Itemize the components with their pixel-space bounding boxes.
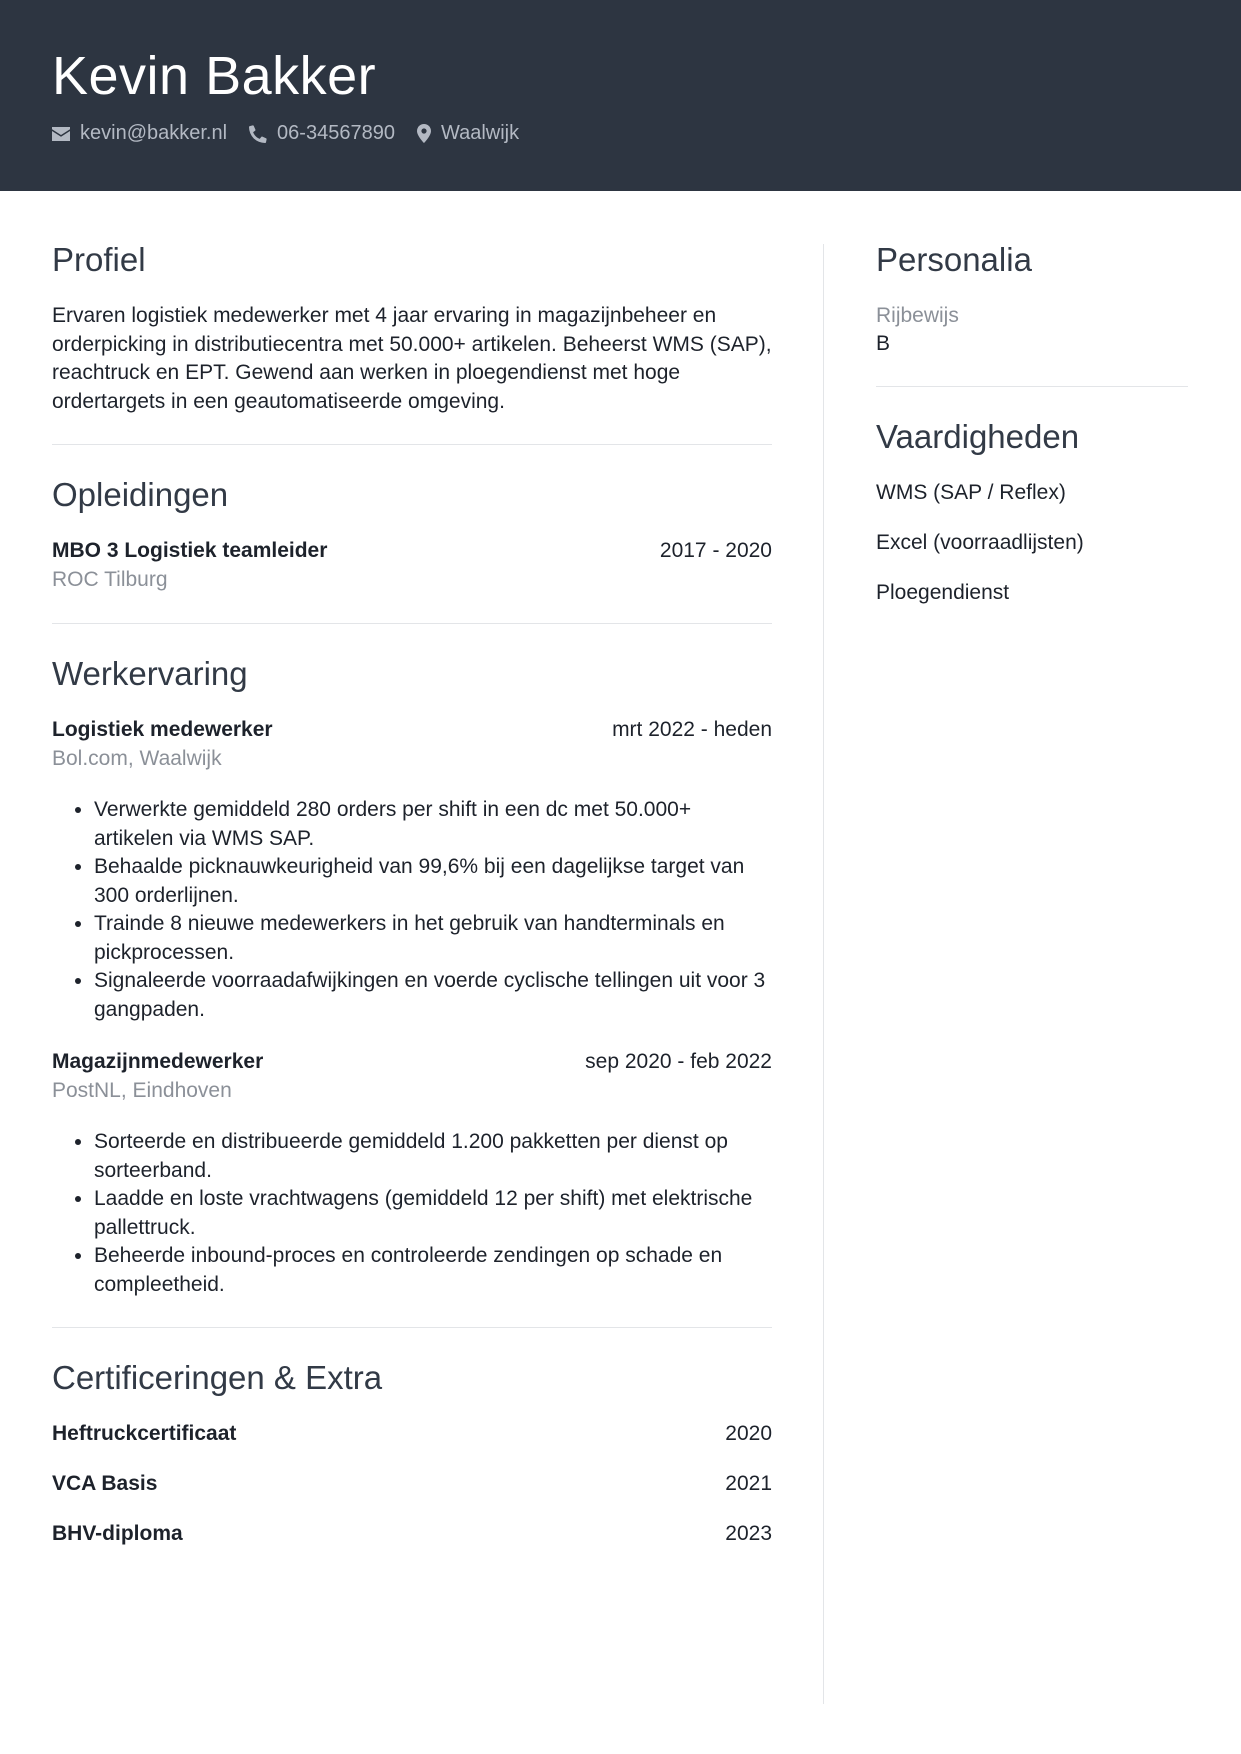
education-school: ROC Tilburg xyxy=(52,568,168,591)
certifications-section xyxy=(52,1358,772,1548)
list-item: • Behaalde picknauwkeurigheid van 99,6% bij een dagelijkse target van 300 orderlijnen. xyxy=(94,853,772,910)
cert-row xyxy=(52,1520,772,1548)
personal-section xyxy=(876,240,1188,358)
list-item: • Verwerkte gemiddeld 280 orders per shift in een dc met 50.000+ artikelen via WMS SAP. xyxy=(94,796,772,853)
skills-section xyxy=(876,417,1188,607)
main-column xyxy=(52,240,772,1570)
cert-row xyxy=(52,1470,772,1498)
contact-phone[interactable] xyxy=(249,122,395,145)
job-period: sep 2020 - feb 2022 xyxy=(585,1050,772,1073)
section-title-experience: Werkervaring xyxy=(52,655,248,692)
license-value: B xyxy=(876,332,891,355)
location-text: Waalwijk xyxy=(440,122,520,144)
list-item: • Laadde en loste vrachtwagens (gemiddeld 12 per shift) met elektrische pallettruck. xyxy=(94,1185,772,1242)
candidate-name: Kevin Bakker xyxy=(52,46,377,106)
email-text: kevin@bakker.nl xyxy=(80,122,228,144)
section-divider xyxy=(52,444,772,445)
envelope-icon xyxy=(52,127,70,141)
job-entry xyxy=(52,1048,772,1299)
resume-header xyxy=(0,0,1241,191)
section-title-skills: Vaardigheden xyxy=(876,418,1080,455)
job-role: Logistiek medewerker xyxy=(52,718,273,741)
section-title-certifications: Certificeringen & Extra xyxy=(52,1359,383,1396)
cert-row xyxy=(52,1420,772,1448)
section-title-personal: Personalia xyxy=(876,241,1032,278)
education-entry xyxy=(52,537,772,595)
skill-item: Ploegendienst xyxy=(876,581,1010,604)
section-divider xyxy=(52,623,772,624)
license-label: Rijbewijs xyxy=(876,304,959,327)
contact-location xyxy=(417,122,519,145)
experience-section xyxy=(52,654,772,1299)
section-title-profile: Profiel xyxy=(52,241,146,278)
job-period: mrt 2022 - heden xyxy=(612,718,772,741)
job-bullets xyxy=(52,796,772,1024)
job-entry xyxy=(52,716,772,1024)
profile-section xyxy=(52,240,772,416)
education-period: 2017 - 2020 xyxy=(659,539,772,562)
contact-email[interactable] xyxy=(52,122,227,145)
profile-text: Ervaren logistiek medewerker met 4 jaar ervaring in magazijnbeheer en orderpicking in distributiecentra met 50.000+ artikelen. Beheerst WMS (SAP), reachtruck en EPT. Gewend aan werken in ploegendienst met hoge ordertargets in een geautomatiseerde omgeving. xyxy=(52,304,772,413)
cert-year: 2021 xyxy=(725,1472,772,1495)
job-company: PostNL, Eindhoven xyxy=(52,1079,232,1102)
cert-year: 2020 xyxy=(725,1422,772,1445)
side-column xyxy=(876,240,1188,629)
section-divider xyxy=(876,386,1188,387)
column-divider xyxy=(823,244,824,1704)
cert-name: BHV-diploma xyxy=(52,1522,183,1545)
cert-year: 2023 xyxy=(725,1522,772,1545)
education-section xyxy=(52,475,772,595)
section-divider xyxy=(52,1327,772,1328)
list-item: • Trainde 8 nieuwe medewerkers in het gebruik van handterminals en pickprocessen. xyxy=(94,910,772,967)
skill-item: WMS (SAP / Reflex) xyxy=(876,481,1066,504)
education-degree: MBO 3 Logistiek teamleider xyxy=(52,539,328,562)
job-role: Magazijnmedewerker xyxy=(52,1050,264,1073)
phone-text: 06-34567890 xyxy=(277,122,395,144)
job-bullets xyxy=(52,1128,772,1299)
phone-icon xyxy=(249,125,267,143)
list-item: • Beheerde inbound-proces en controleerde zendingen op schade en compleetheid. xyxy=(94,1242,772,1299)
contact-bar xyxy=(52,122,541,145)
skill-item: Excel (voorraadlijsten) xyxy=(876,531,1084,554)
cert-name: Heftruckcertificaat xyxy=(52,1422,237,1445)
job-company: Bol.com, Waalwijk xyxy=(52,747,222,770)
map-pin-icon xyxy=(417,124,431,143)
list-item: • Signaleerde voorraadafwijkingen en voerde cyclische tellingen uit voor 3 gangpaden. xyxy=(94,967,772,1024)
cert-name: VCA Basis xyxy=(52,1472,158,1495)
section-title-education: Opleidingen xyxy=(52,476,229,513)
list-item: • Sorteerde en distribueerde gemiddeld 1.200 pakketten per dienst op sorteerband. xyxy=(94,1128,772,1185)
